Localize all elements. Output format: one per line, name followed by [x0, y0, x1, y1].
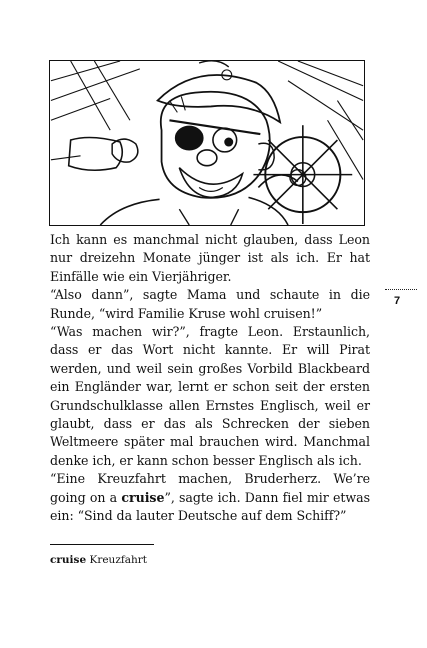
footnote [50, 553, 147, 567]
pirate-boy-at-ship-wheel-icon [50, 61, 364, 225]
body-text [50, 231, 370, 526]
paragraph [50, 470, 370, 525]
footnote-term: cruise [50, 554, 87, 566]
paragraph-text: ”, sagte ich. Dann fiel mir etwas ein: “Sind da lauter Deutsche auf dem Schiff?” [50, 489, 370, 524]
glossary-term: cruise [121, 489, 165, 505]
paragraph-text: “Eine Kreuzfahrt machen, Bruderherz. We’re going on a [50, 471, 370, 505]
paragraph: “Was machen wir?”, fragte Leon. Erstaunlich, dass er das Wort nicht kannte. Er will Pirat werden, und weil sein großes Vorbild Blackbeard ein Engländer war, lernt er schon seit der ersten Grundschulklasse allen Ernstes Englisch, weil er glaubt, dass er das als Schrecken der sieben Weltmeere später mal brauchen wird. Manchmal denke ich, er kann schon besser Englisch als ich. [50, 324, 370, 468]
illustration [49, 60, 365, 226]
page-number: 7 [394, 295, 401, 307]
footnote-definition: Kreuzfahrt [89, 554, 148, 566]
page-number-rule [385, 289, 417, 290]
paragraph: Ich kann es manchmal nicht glauben, dass Leon nur dreizehn Monate jünger ist als ich. Er hat Einfälle wie ein Vierjähriger. [50, 232, 370, 284]
paragraph: “Also dann”, sagte Mama und schaute in die Runde, “wird Familie Kruse wohl cruisen!” [50, 287, 370, 321]
footnote-divider [50, 544, 154, 545]
